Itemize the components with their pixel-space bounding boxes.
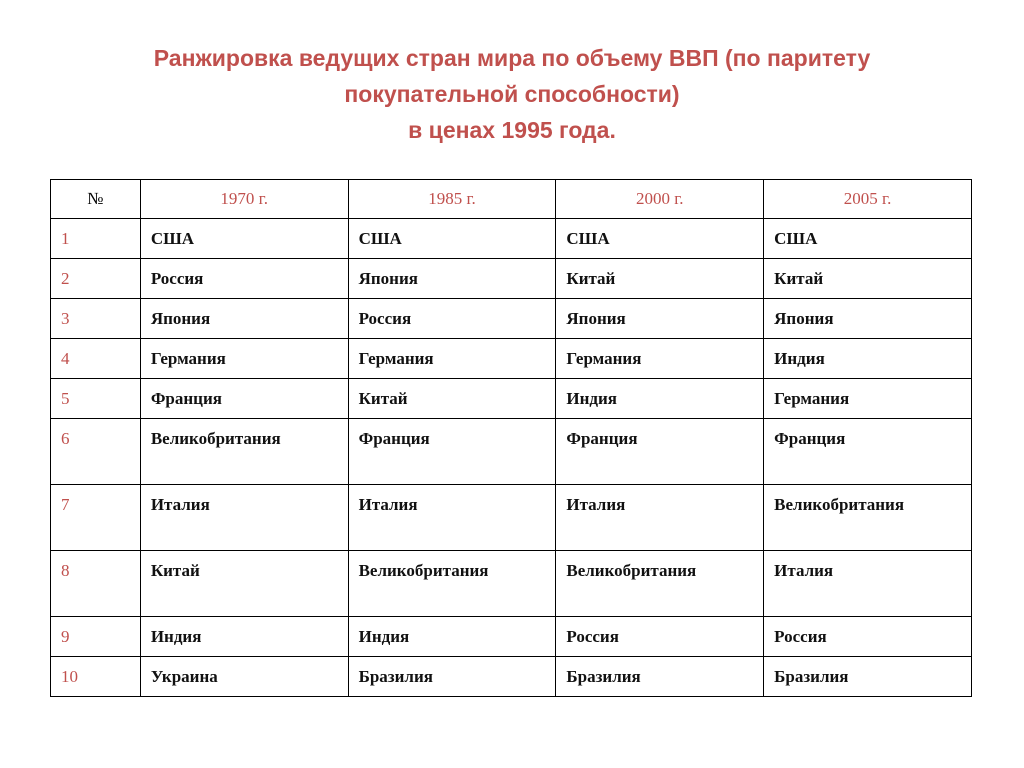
country-cell: Италия [556,485,764,551]
country-cell: Япония [348,259,556,299]
country-cell: Япония [556,299,764,339]
rank-cell: 10 [51,657,141,697]
table-row [51,259,972,299]
country-cell: Россия [556,617,764,657]
country-cell: США [140,219,348,259]
header-2000: 2000 г. [556,180,764,219]
country-cell: Украина [140,657,348,697]
rank-cell: 9 [51,617,141,657]
header-1970: 1970 г. [140,180,348,219]
table-row [51,551,972,617]
country-cell: Бразилия [556,657,764,697]
country-cell: Германия [140,339,348,379]
rank-cell: 7 [51,485,141,551]
rank-cell: 4 [51,339,141,379]
country-cell: Китай [348,379,556,419]
country-cell: Франция [140,379,348,419]
rank-cell: 2 [51,259,141,299]
table-row [51,419,972,485]
country-cell: Франция [348,419,556,485]
gdp-ranking-table [50,179,972,697]
country-cell: Россия [348,299,556,339]
country-cell: Италия [348,485,556,551]
country-cell: Индия [556,379,764,419]
page-title [60,40,964,148]
rank-cell: 6 [51,419,141,485]
country-cell: Великобритания [140,419,348,485]
country-cell: Бразилия [764,657,972,697]
country-cell: Япония [140,299,348,339]
country-cell: Индия [348,617,556,657]
country-cell: США [348,219,556,259]
header-number: № [51,180,141,219]
table-row [51,617,972,657]
table-row [51,485,972,551]
rank-cell: 8 [51,551,141,617]
country-cell: Великобритания [348,551,556,617]
country-cell: Франция [556,419,764,485]
rank-cell: 3 [51,299,141,339]
country-cell: Бразилия [348,657,556,697]
country-cell: Франция [764,419,972,485]
country-cell: США [556,219,764,259]
table-row [51,339,972,379]
country-cell: Россия [140,259,348,299]
country-cell: Россия [764,617,972,657]
title-line-2: покупательной способности) [344,81,680,107]
country-cell: Индия [140,617,348,657]
country-cell: Великобритания [764,485,972,551]
table-row [51,379,972,419]
country-cell: Китай [556,259,764,299]
table-row [51,299,972,339]
country-cell: Германия [556,339,764,379]
table-header-row [51,180,972,219]
table-row [51,219,972,259]
country-cell: Япония [764,299,972,339]
country-cell: Индия [764,339,972,379]
header-1985: 1985 г. [348,180,556,219]
table-row [51,657,972,697]
header-2005: 2005 г. [764,180,972,219]
country-cell: Италия [140,485,348,551]
rank-cell: 1 [51,219,141,259]
country-cell: Китай [764,259,972,299]
country-cell: Китай [140,551,348,617]
rank-cell: 5 [51,379,141,419]
country-cell: Великобритания [556,551,764,617]
title-line-3: в ценах 1995 года. [408,117,616,143]
country-cell: США [764,219,972,259]
country-cell: Германия [764,379,972,419]
country-cell: Германия [348,339,556,379]
title-line-1: Ранжировка ведущих стран мира по объему ВВП (по паритету [153,45,871,71]
country-cell: Италия [764,551,972,617]
